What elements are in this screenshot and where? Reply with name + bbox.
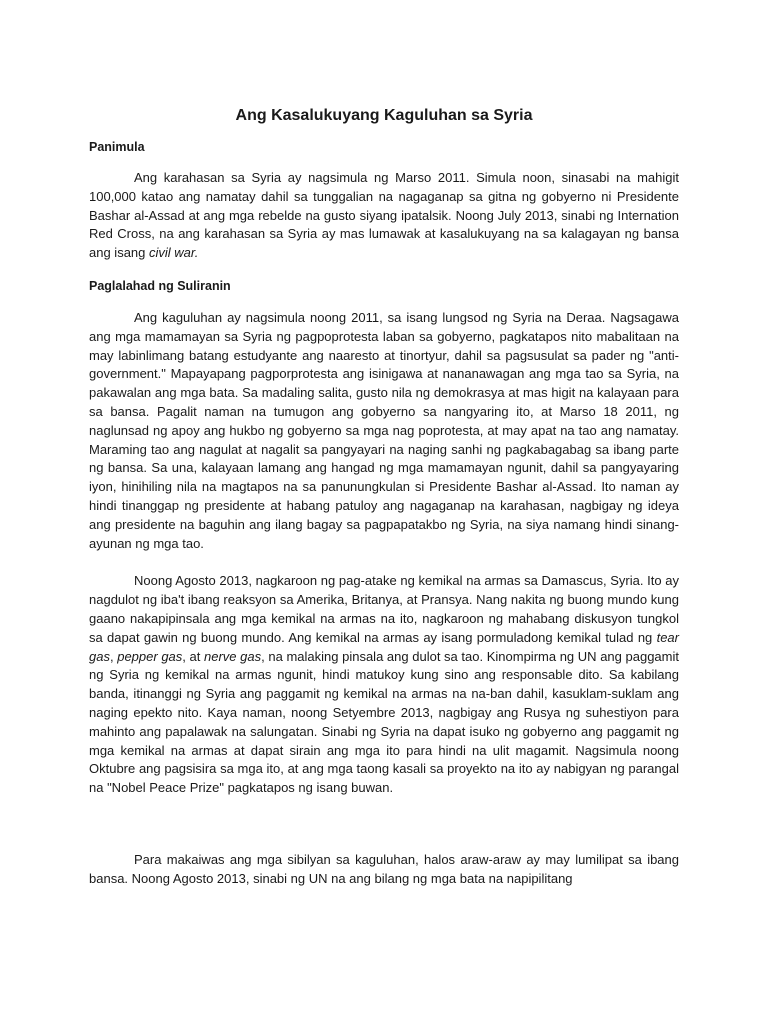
text-run: Ang karahasan sa Syria ay nagsimula ng Marso 2011. Simula noon, sinasabi na mahigit 100,000 katao ang namatay dahil sa tunggalian na nagaganap sa gitna ng gobyerno ni Presidente Bashar al-Assad at ang mga rebelde na gusto siyang ipatalsik. Noong July 2013, sinabi ng Internation Red Cross, na ang karahasan sa Syria ay mas lumawak at kasalukuyang na sa kalagayan ng bansa ang isang <box>89 170 679 261</box>
paragraph-paglalahad-2 <box>89 572 679 798</box>
paragraph-paglalahad-1 <box>89 309 679 553</box>
section-heading-panimula: Panimula <box>89 140 145 154</box>
text-run: Ang kaguluhan ay nagsimula noong 2011, sa isang lungsod ng Syria na Deraa. Nagsagawa ang mga mamamayan sa Syria ng pagpoprotesta laban sa gobyerno, pagkatapos nito mabalitaan na may labinlimang batang estudyante ang naaresto at tinortyur, dahil sa pagsusulat sa pader ng "anti-government." Mapayapang pagporprotesta ang isinigawa at nananawagan ang mga tao sa Syria, na pakawalan ang mga bata. Sa madaling salita, gusto nila ng demokrasya at mas higit na kalayaan para sa bansa. Pagalit naman na tumugon ang gobyerno sa nangyaring ito, at Marso 18 2011, ng naglunsad ng apoy ang hukbo ng gobyerno sa mga nag poprotesta, at may apat na tao ang namatay. Maraming tao ang nagulat at nagalit sa pangyayari na naging sanhi ng pagkabagabag sa ibang parte ng bansa. Sa una, kalayaan lamang ang hangad ng mga mamamayan ngunit, dahil sa pangyayaring iyon, hinihiling nila na magtapos na sa panunungkulan si Presidente Bashar al-Assad. Ito naman ay hindi tinanggap ng presidente at habang patuloy ang nagaganap na karahasan, nagbigay ng ideya ang presidente na baguhin ang ilang bagay sa pagpapatakbo ng Syria, na siya namang hindi sinang-ayunan ng mga tao. <box>89 309 679 551</box>
text-run-italic: pepper gas <box>117 648 183 664</box>
text-run: , <box>109 648 118 664</box>
text-run: Para makaiwas ang mga sibilyan sa kaguluhan, halos araw-araw ay may lumilipat sa ibang bansa. Noong Agosto 2013, sinabi ng UN na ang bilang ng mga bata na napipilitang <box>89 851 679 886</box>
document-title: Ang Kasalukuyang Kaguluhan sa Syria <box>235 107 533 124</box>
document-page <box>89 106 679 889</box>
text-run: , na malaking pinsala ang dulot sa tao. Kinompirma ng UN ang paggamit ng Syria ng kemikal na armas ngunit, hindi matukoy kung sino ang responsable dito. Sa kabilang banda, itinanggi ng Syria ang paggamit ng kemikal na armas na na-ban dahil, kasuklam-suklam ang naging epekto nito. Kaya naman, noong Setyembre 2013, nagbigay ang Rusya ng suhestiyon para mahinto ang papalawak na salungatan. Sinabi ng Syria na dapat isuko ng gobyerno ang paggamit ng mga kemikal na armas at dapat sirain ang mga ito para hindi na ulit magamit. Nagsimula noong Oktubre ang pagsisira sa mga ito, at ang mga taong kasali sa proyekto na ito ay nabigyan ng parangal na "Nobel Peace Prize" pagkatapos ng isang buwan. <box>89 648 679 796</box>
paragraph-paglalahad-3 <box>89 851 679 889</box>
paragraph-panimula <box>89 169 679 263</box>
text-run-italic: civil war. <box>149 245 199 261</box>
section-heading-paglalahad: Paglalahad ng Suliranin <box>89 278 231 293</box>
text-run: , at <box>182 648 205 664</box>
text-run-italic: nerve gas <box>204 648 262 664</box>
text-run-italic: tear gas <box>89 629 679 664</box>
text-run: Noong Agosto 2013, nagkaroon ng pag-atake ng kemikal na armas sa Damascus, Syria. Ito ay nagdulot ng iba't ibang reaksyon sa Amerika, Britanya, at Pransya. Nang nakita ng buong mundo kung gaano nakapipinsala ang mga kemikal na armas na ito, nagkaroon ng mahabang diskusyon tungkol sa dapat gawin ng buong mundo. Ang kemikal na armas ay isang pormuladong kemikal tulad ng <box>89 573 679 645</box>
